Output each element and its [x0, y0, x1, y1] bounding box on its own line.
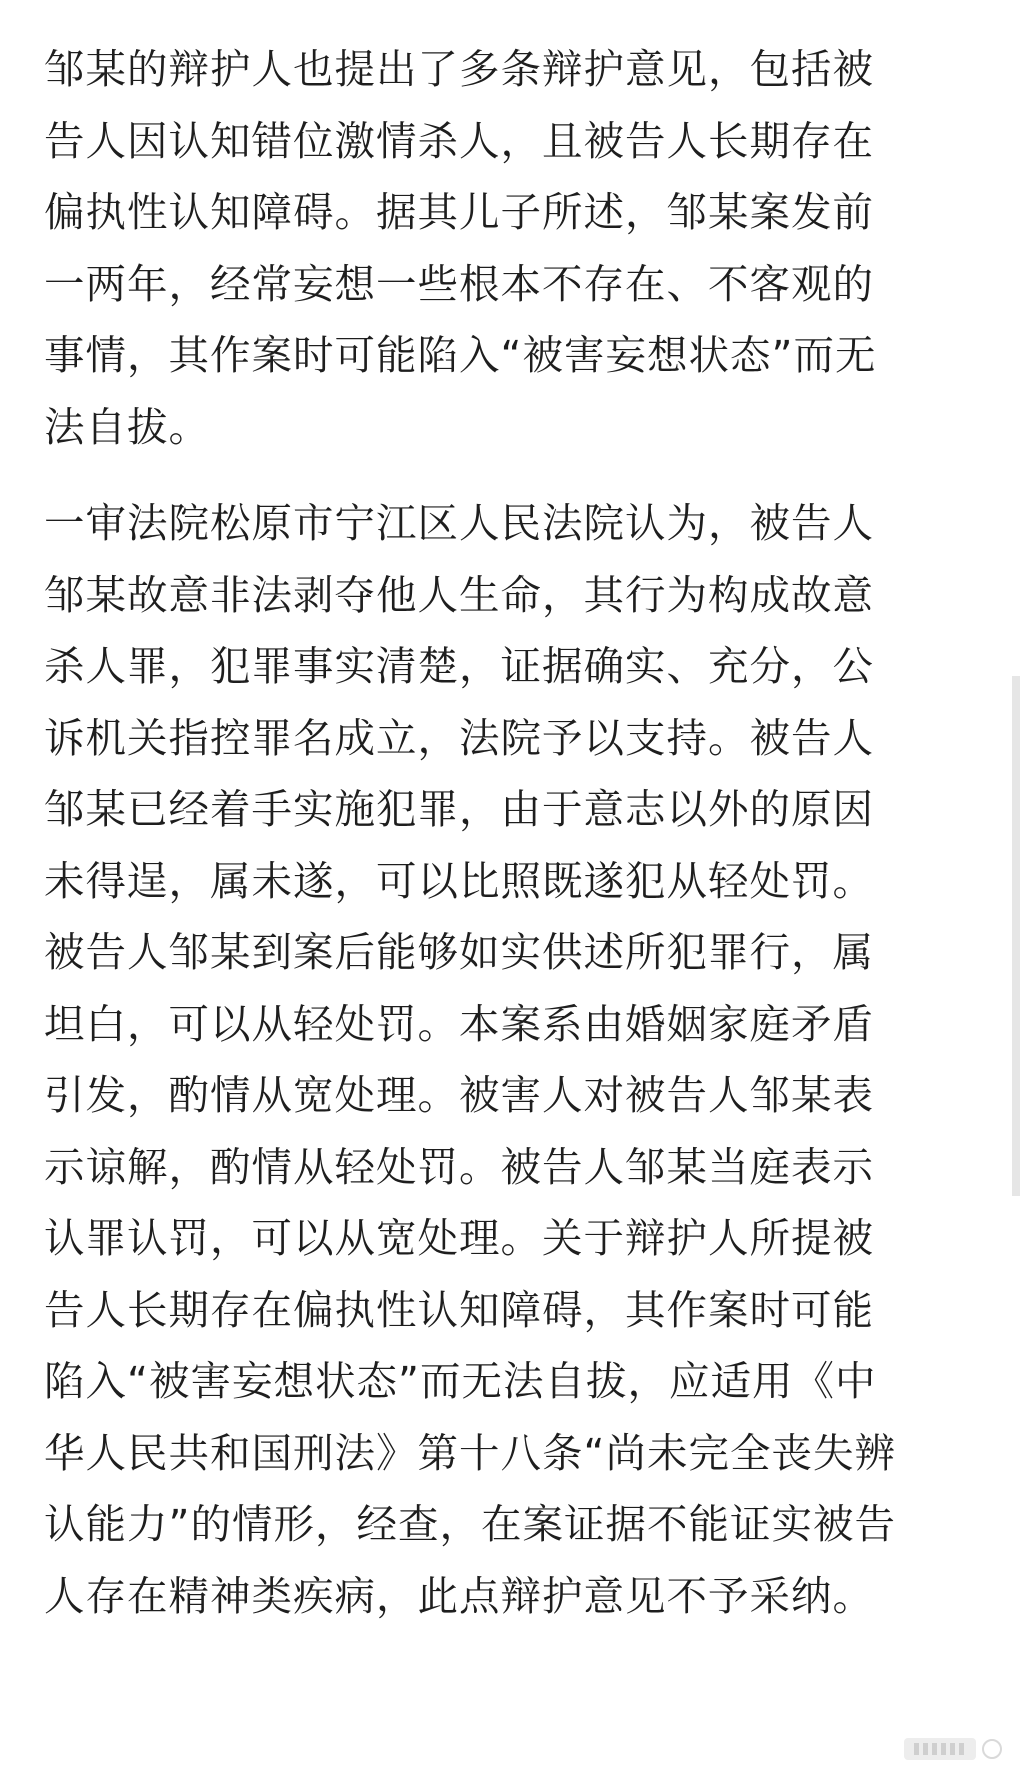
text-line: 告人长期存在偏执性认知障碍，其作案时可能 [44, 1285, 874, 1334]
text-line: 诉机关指控罪名成立，法院予以支持。被告人 [44, 713, 874, 762]
text-line: 一两年，经常妄想一些根本不存在、不客观的 [44, 259, 874, 308]
text-line: 事情，其作案时可能陷入“被害妄想状态”而无 [44, 331, 877, 379]
paragraph-defense-opinion [44, 34, 984, 463]
text-line: 未得逞，属未遂，可以比照既遂犯从轻处罚。 [44, 856, 874, 905]
article-body [44, 34, 984, 1632]
text-line: 引发，酌情从宽处理。被害人对被告人邹某表 [44, 1071, 874, 1119]
text-line: 被告人邹某到案后能够如实供述所犯罪行，属 [44, 928, 874, 976]
text-line: 法自拔。 [44, 402, 210, 451]
text-line: 邹某的辩护人也提出了多条辩护意见，包括被 [44, 45, 874, 93]
text-line: 邹某已经着手实施犯罪，由于意志以外的原因 [44, 785, 874, 833]
watermark-icon [982, 1739, 1002, 1759]
text-line: 告人因认知错位激情杀人，且被告人长期存在 [44, 116, 874, 165]
text-line: 华人民共和国刑法》第十八条“尚未完全丧失辨 [44, 1428, 896, 1477]
watermark-text-block [904, 1738, 976, 1760]
text-line: 陷入“被害妄想状态”而无法自拔，应适用《中 [44, 1357, 877, 1405]
text-line: 示谅解，酌情从轻处罚。被告人邹某当庭表示 [44, 1142, 874, 1191]
watermark-logo [892, 1736, 1002, 1762]
text-line: 认罪认罚，可以从宽处理。关于辩护人所提被 [44, 1214, 874, 1262]
text-line: 坦白，可以从轻处罚。本案系由婚姻家庭矛盾 [44, 999, 874, 1048]
text-line: 偏执性认知障碍。据其儿子所述，邹某案发前 [44, 188, 874, 236]
text-line: 认能力”的情形，经查，在案证据不能证实被告 [44, 1500, 896, 1548]
scrollbar[interactable] [1012, 676, 1020, 1196]
text-line: 人存在精神类疾病，此点辩护意见不予采纳。 [44, 1571, 874, 1620]
text-line: 一审法院松原市宁江区人民法院认为，被告人 [44, 499, 874, 547]
text-line: 杀人罪，犯罪事实清楚，证据确实、充分，公 [44, 642, 874, 690]
paragraph-court-ruling [44, 488, 984, 1632]
text-line: 邹某故意非法剥夺他人生命，其行为构成故意 [44, 570, 874, 619]
